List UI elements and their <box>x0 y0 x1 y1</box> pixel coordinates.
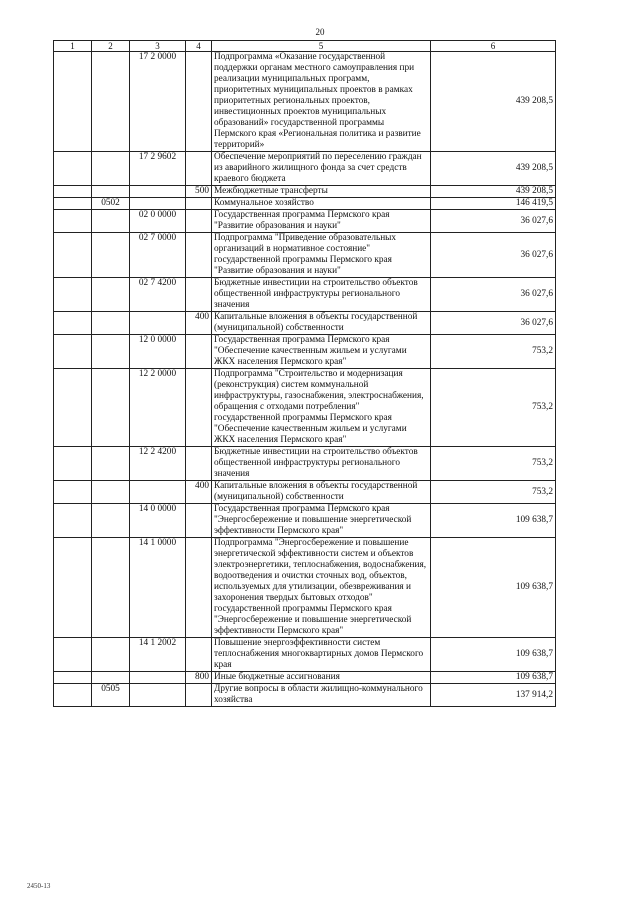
budget-table <box>53 40 556 707</box>
cell-empty <box>54 672 92 684</box>
cell-section <box>92 186 130 198</box>
cell-empty <box>54 538 92 638</box>
cell-code: 02 7 0000 <box>130 233 186 278</box>
cell-amount: 109 638,7 <box>431 672 556 684</box>
cell-type <box>186 210 212 233</box>
cell-type <box>186 684 212 707</box>
cell-amount: 36 027,6 <box>431 233 556 278</box>
cell-name: Государственная программа Пермского края "Развитие образования и науки" <box>212 210 431 233</box>
cell-name: Подпрограмма "Приведение образовательных организаций в нормативное состояние" государственной программы Пермского края "Развитие образования и науки" <box>212 233 431 278</box>
cell-type <box>186 638 212 672</box>
cell-section <box>92 369 130 447</box>
cell-section: 0502 <box>92 198 130 210</box>
cell-name: Бюджетные инвестиции на строительство объектов общественной инфраструктуры регионального значения <box>212 278 431 312</box>
cell-type <box>186 369 212 447</box>
cell-amount: 109 638,7 <box>431 638 556 672</box>
cell-name: Подпрограмма «Оказание государственной поддержки органам местного самоуправления при реализации муниципальных программ, приоритетных муниципальных проектов в рамках приоритетных региональных проектов, инвестиционных проектов муниципальных образований» государственной программы Пермского края «Региональная политика и развитие территорий» <box>212 52 431 152</box>
cell-section <box>92 312 130 335</box>
cell-code <box>130 186 186 198</box>
cell-name: Межбюджетные трансферты <box>212 186 431 198</box>
cell-type: 400 <box>186 312 212 335</box>
table-row <box>54 52 556 152</box>
header-col-5: 5 <box>212 41 431 52</box>
cell-section <box>92 538 130 638</box>
cell-type <box>186 504 212 538</box>
cell-empty <box>54 233 92 278</box>
table-row <box>54 198 556 210</box>
table-row <box>54 447 556 481</box>
table-row <box>54 152 556 186</box>
cell-empty <box>54 369 92 447</box>
table-row <box>54 684 556 707</box>
cell-section <box>92 210 130 233</box>
cell-code: 17 2 0000 <box>130 52 186 152</box>
header-col-2: 2 <box>92 41 130 52</box>
cell-empty <box>54 210 92 233</box>
cell-code: 17 2 9602 <box>130 152 186 186</box>
cell-empty <box>54 638 92 672</box>
cell-name: Бюджетные инвестиции на строительство объектов общественной инфраструктуры регионального значения <box>212 447 431 481</box>
cell-section <box>92 52 130 152</box>
cell-amount: 36 027,6 <box>431 210 556 233</box>
header-col-3: 3 <box>130 41 186 52</box>
cell-code <box>130 312 186 335</box>
cell-type <box>186 233 212 278</box>
table-row <box>54 538 556 638</box>
table-row <box>54 638 556 672</box>
cell-type <box>186 278 212 312</box>
table-row <box>54 335 556 369</box>
table-row <box>54 504 556 538</box>
cell-amount: 146 419,5 <box>431 198 556 210</box>
cell-amount: 439 208,5 <box>431 52 556 152</box>
cell-code <box>130 481 186 504</box>
table-row <box>54 481 556 504</box>
cell-name: Повышение энергоэффективности систем теплоснабжения многоквартирных домов Пермского края <box>212 638 431 672</box>
cell-code: 14 1 2002 <box>130 638 186 672</box>
cell-type <box>186 52 212 152</box>
cell-empty <box>54 481 92 504</box>
cell-amount: 36 027,6 <box>431 278 556 312</box>
header-col-4: 4 <box>186 41 212 52</box>
cell-type <box>186 152 212 186</box>
cell-code <box>130 672 186 684</box>
cell-type <box>186 447 212 481</box>
cell-empty <box>54 52 92 152</box>
cell-amount: 36 027,6 <box>431 312 556 335</box>
cell-empty <box>54 198 92 210</box>
cell-section <box>92 481 130 504</box>
header-col-1: 1 <box>54 41 92 52</box>
page-number: 20 <box>315 27 325 37</box>
cell-code: 02 7 4200 <box>130 278 186 312</box>
cell-type <box>186 538 212 638</box>
cell-code: 14 1 0000 <box>130 538 186 638</box>
cell-type: 800 <box>186 672 212 684</box>
cell-amount: 753,2 <box>431 335 556 369</box>
cell-section <box>92 447 130 481</box>
table-row <box>54 672 556 684</box>
cell-name: Обеспечение мероприятий по переселению граждан из аварийного жилищного фонда за счет средств краевого бюджета <box>212 152 431 186</box>
cell-empty <box>54 186 92 198</box>
cell-code: 12 2 0000 <box>130 369 186 447</box>
cell-amount: 137 914,2 <box>431 684 556 707</box>
cell-name: Иные бюджетные ассигнования <box>212 672 431 684</box>
cell-name: Капитальные вложения в объекты государственной (муниципальной) собственности <box>212 481 431 504</box>
cell-code: 02 0 0000 <box>130 210 186 233</box>
cell-section: 0505 <box>92 684 130 707</box>
cell-section <box>92 672 130 684</box>
cell-name: Подпрограмма "Строительство и модернизация (реконструкция) систем коммунальной инфраструктуры, газоснабжения, электроснабжения, обращения с отходами потребления" государственной программы Пермского края "Обеспечение качественным жильем и услугами ЖКХ населения Пермского края" <box>212 369 431 447</box>
table-row <box>54 369 556 447</box>
cell-empty <box>54 335 92 369</box>
cell-name: Другие вопросы в области жилищно-коммунального хозяйства <box>212 684 431 707</box>
header-row <box>54 41 556 52</box>
cell-code <box>130 684 186 707</box>
cell-empty <box>54 152 92 186</box>
cell-code: 12 2 4200 <box>130 447 186 481</box>
cell-name: Капитальные вложения в объекты государственной (муниципальной) собственности <box>212 312 431 335</box>
cell-type: 400 <box>186 481 212 504</box>
cell-section <box>92 504 130 538</box>
cell-amount: 439 208,5 <box>431 152 556 186</box>
cell-amount: 109 638,7 <box>431 504 556 538</box>
cell-amount: 109 638,7 <box>431 538 556 638</box>
cell-section <box>92 638 130 672</box>
header-col-6: 6 <box>431 41 556 52</box>
cell-empty <box>54 312 92 335</box>
table-row <box>54 312 556 335</box>
cell-section <box>92 335 130 369</box>
table-row <box>54 233 556 278</box>
cell-empty <box>54 504 92 538</box>
cell-code: 12 0 0000 <box>130 335 186 369</box>
cell-section <box>92 233 130 278</box>
cell-type <box>186 335 212 369</box>
cell-code <box>130 198 186 210</box>
cell-name: Коммунальное хозяйство <box>212 198 431 210</box>
cell-type <box>186 198 212 210</box>
table-row <box>54 278 556 312</box>
cell-empty <box>54 447 92 481</box>
cell-section <box>92 278 130 312</box>
cell-name: Подпрограмма "Энергосбережение и повышение энергетической эффективности систем и объектов электроэнергетики, теплоснабжения, водоснабжения, водоотведения и очистки сточных вод, объектов, используемых для утилизации, обезвреживания и захоронения твердых бытовых отходов" государственной программы Пермского края "Энергосбережение и повышение энергетической эффективности Пермского края" <box>212 538 431 638</box>
cell-empty <box>54 278 92 312</box>
cell-code: 14 0 0000 <box>130 504 186 538</box>
cell-empty <box>54 684 92 707</box>
cell-amount: 753,2 <box>431 369 556 447</box>
table-row <box>54 186 556 198</box>
footer-stamp: 2450-13 <box>27 882 51 890</box>
cell-amount: 753,2 <box>431 447 556 481</box>
cell-name: Государственная программа Пермского края "Обеспечение качественным жильем и услугами ЖКХ населения Пермского края" <box>212 335 431 369</box>
cell-amount: 753,2 <box>431 481 556 504</box>
cell-amount: 439 208,5 <box>431 186 556 198</box>
cell-type: 500 <box>186 186 212 198</box>
table-row <box>54 210 556 233</box>
cell-section <box>92 152 130 186</box>
cell-name: Государственная программа Пермского края "Энергосбережение и повышение энергетической эффективности Пермского края" <box>212 504 431 538</box>
